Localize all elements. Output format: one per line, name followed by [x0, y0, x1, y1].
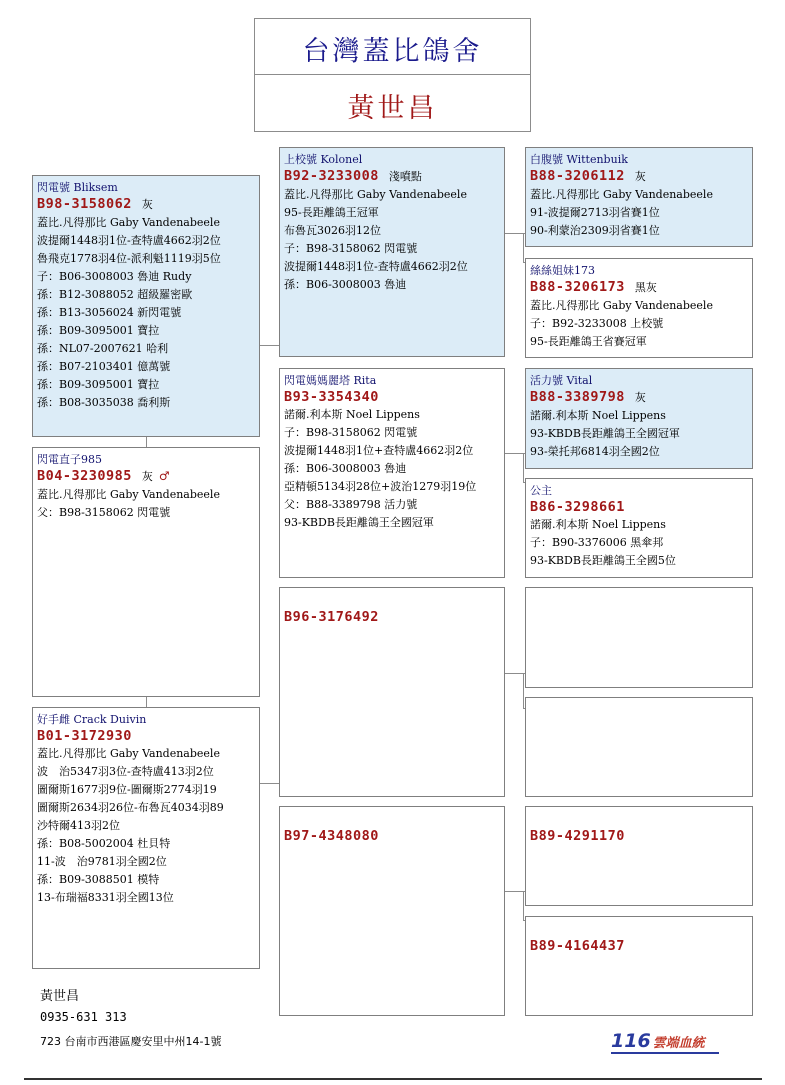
info-line: 圖爾斯2634羽26位-布魯瓦4034羽89 — [37, 801, 224, 814]
mate-sire-card — [279, 587, 505, 797]
ring-number: B89-4164437 — [530, 938, 625, 954]
color-label: 灰 — [634, 391, 646, 404]
pigeon-name: 閃電號 Bliksem — [37, 181, 118, 194]
info-line: 沙特爾413羽2位 — [37, 819, 120, 832]
color-label: 淺噴點 — [388, 170, 422, 183]
mate-sire-dam-card — [525, 697, 753, 797]
info-line: 諾爾.利本斯 Noel Lippens — [530, 409, 666, 422]
connector — [523, 673, 524, 708]
info-line: 93-榮托邦6814羽全國2位 — [530, 445, 660, 458]
info-line: 子：B06-3008003 魯迪 Rudy — [37, 270, 192, 283]
info-line: 圖爾斯1677羽9位-圖爾斯2774羽19 — [37, 783, 217, 796]
info-line: 90-利蒙治2309羽省賽1位 — [530, 224, 660, 237]
connector — [523, 891, 524, 921]
info-line: 93-KBDB長距離鴿王全國5位 — [530, 554, 676, 567]
info-line: 諾爾.利本斯 Noel Lippens — [284, 408, 420, 421]
info-line: 波 治5347羽3位-查特盧413羽2位 — [37, 765, 214, 778]
connector — [505, 453, 525, 454]
info-line: 11-波 治9781羽全國2位 — [37, 855, 167, 868]
pigeon-name: 絲絲姐妹173 — [530, 264, 595, 277]
dam-card — [279, 368, 505, 578]
info-line: 95-長距離鴿王省賽冠軍 — [530, 335, 647, 348]
info-line: 孫：B06-3008003 魯迪 — [284, 278, 407, 291]
connector — [505, 891, 525, 892]
mate-card — [32, 707, 260, 969]
sire-sire-card — [525, 147, 753, 247]
sire-dam-card — [525, 258, 753, 358]
male-icon: ♂ — [158, 469, 171, 483]
info-line: 父：B98-3158062 閃電號 — [37, 506, 171, 519]
info-line: 13-布瑞福8331羽全國13位 — [37, 891, 174, 904]
info-line: 孫：B08-5002004 杜貝特 — [37, 837, 171, 850]
info-line: 波提爾1448羽1位+查特盧4662羽2位 — [284, 444, 474, 457]
info-line: 孫：B09-3088501 模特 — [37, 873, 160, 886]
info-line: 孫：B08-3035038 喬利斯 — [37, 396, 171, 409]
info-line: 93-KBDB長距離鴿王全國冠軍 — [530, 427, 680, 440]
info-line: 孫：B06-3008003 魯迪 — [284, 462, 407, 475]
pigeon-name: 活力號 Vital — [530, 374, 593, 387]
info-line: 蓋比.凡得那比 Gaby Vandenabeele — [530, 188, 713, 201]
connector — [523, 233, 524, 263]
connector — [505, 233, 525, 234]
pigeon-name: 閃電直子985 — [37, 453, 102, 466]
info-line: 子：B98-3158062 閃電號 — [284, 426, 418, 439]
color-label: 灰 — [634, 170, 646, 183]
pigeon-name: 閃電媽媽麗塔 Rita — [284, 374, 377, 387]
mate-dam-sire-card — [525, 806, 753, 906]
info-line: 波提爾1448羽1位-查特盧4662羽2位 — [37, 234, 221, 247]
logo-underline — [611, 1052, 719, 1054]
info-line: 93-KBDB長距離鴿王全國冠軍 — [284, 516, 434, 529]
ring-number: B88-3389798 灰 — [530, 389, 646, 405]
pigeon-name: 公主 — [530, 484, 552, 497]
title-divider — [255, 74, 530, 75]
info-line: 蓋比.凡得那比 Gaby Vandenabeele — [37, 747, 220, 760]
footer-address: 723 台南市西港區慶安里中州14-1號 — [40, 1035, 222, 1048]
ring-number: B98-3158062 灰 — [37, 196, 153, 212]
ring-number: B86-3298661 — [530, 499, 625, 515]
color-label: 灰 — [141, 470, 153, 483]
loft-name: 台灣蓋比鴿舍 — [302, 36, 483, 67]
info-line: 諾爾.利本斯 Noel Lippens — [530, 518, 666, 531]
mate-sire-sire-card — [525, 587, 753, 688]
connector — [259, 345, 279, 346]
footer-phone: 0935-631 313 — [40, 1010, 127, 1024]
subject-card — [32, 175, 260, 437]
info-line: 95-長距離鴿王冠軍 — [284, 206, 379, 219]
info-line: 孫：B13-3056024 新閃電號 — [37, 306, 182, 319]
connector — [505, 673, 525, 674]
info-line: 孫：B12-3088052 超級羅密歐 — [37, 288, 193, 301]
info-line: 波提爾1448羽1位-查特盧4662羽2位 — [284, 260, 468, 273]
info-line: 孫：B09-3095001 寶拉 — [37, 324, 160, 337]
info-line: 蓋比.凡得那比 Gaby Vandenabeele — [37, 216, 220, 229]
mate-dam-card — [279, 806, 505, 1016]
info-line: 孫：B09-3095001 寶拉 — [37, 378, 160, 391]
logo-text: 雲端血統 — [652, 1036, 705, 1051]
pigeon-name: 白腹號 Wittenbuik — [530, 153, 628, 166]
ring-number: B89-4291170 — [530, 828, 625, 844]
info-line: 蓋比.凡得那比 Gaby Vandenabeele — [37, 488, 220, 501]
ring-number: B04-3230985 灰 ♂ — [37, 468, 171, 484]
ring-number: B97-4348080 — [284, 828, 379, 844]
ring-number: B93-3354340 — [284, 389, 379, 405]
logo — [611, 1030, 721, 1056]
info-line: 魯飛克1778羽4位-派利魁1119羽5位 — [37, 252, 221, 265]
info-line: 布魯瓦3026羽12位 — [284, 224, 381, 237]
connector — [523, 453, 524, 483]
owner-name: 黃世昌 — [347, 93, 438, 124]
info-line: 子：B98-3158062 閃電號 — [284, 242, 418, 255]
sire-card — [279, 147, 505, 357]
pigeon-name: 上校號 Kolonel — [284, 153, 363, 166]
mate-dam-dam-card — [525, 916, 753, 1016]
info-line: 蓋比.凡得那比 Gaby Vandenabeele — [530, 299, 713, 312]
info-line: 孫：B07-2103401 億萬號 — [37, 360, 171, 373]
footer-rule — [24, 1078, 762, 1080]
dam-dam-card — [525, 478, 753, 578]
info-line: 孫：NL07-2007621 哈利 — [37, 342, 169, 355]
connector — [259, 783, 279, 784]
color-label: 灰 — [141, 198, 153, 211]
footer-owner-name: 黃世昌 — [40, 989, 80, 1004]
sibling-card — [32, 447, 260, 697]
info-line: 亞精頓5134羽28位+波治1279羽19位 — [284, 480, 477, 493]
color-label: 黑灰 — [634, 281, 657, 294]
info-line: 子：B90-3376006 黑傘邦 — [530, 536, 664, 549]
info-line: 子：B92-3233008 上校號 — [530, 317, 664, 330]
ring-number: B96-3176492 — [284, 609, 379, 625]
ring-number: B88-3206112 灰 — [530, 168, 646, 184]
connector — [146, 697, 147, 707]
pigeon-name: 好手雌 Crack Duivin — [37, 713, 147, 726]
info-line: 蓋比.凡得那比 Gaby Vandenabeele — [284, 188, 467, 201]
dam-sire-card — [525, 368, 753, 469]
info-line: 父：B88-3389798 活力號 — [284, 498, 418, 511]
ring-number: B92-3233008 淺噴點 — [284, 168, 422, 184]
info-line: 91-波提爾2713羽省賽1位 — [530, 206, 660, 219]
connector — [146, 437, 147, 447]
title-box — [254, 18, 531, 132]
ring-number: B88-3206173 黑灰 — [530, 279, 657, 295]
logo-number: 116 — [611, 1030, 651, 1052]
ring-number: B01-3172930 — [37, 728, 132, 744]
